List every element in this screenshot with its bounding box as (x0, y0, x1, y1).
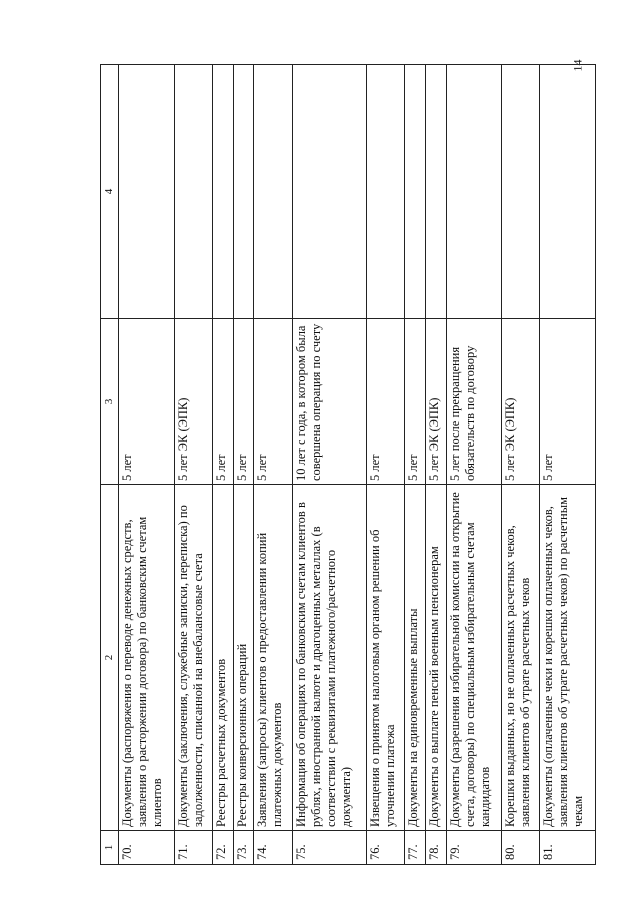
row-number: 71. (174, 831, 212, 865)
note-cell (540, 65, 596, 319)
document-description: Документы (оплаченные чеки и корешки оплаченных чеков, заявления клиентов об утрате расчетных чеков) по расчетным чекам (540, 485, 596, 831)
row-number: 75. (292, 831, 366, 865)
page-number: 14 (570, 59, 585, 72)
row-number: 81. (540, 831, 596, 865)
retention-term: 5 лет (119, 319, 175, 485)
document-description: Документы (распоряжения о переводе денежных средств, заявления о расторжении договора) по банковским счетам клиентов (119, 485, 175, 831)
document-description: Информация об операциях по банковским счетам клиентов в рублях, иностранной валюте и драгоценных металлах (в соответствии с реквизитами платежного/расчетного документа) (292, 485, 366, 831)
document-description: Документы (заключения, служебные записки, переписка) по задолженности, списанной на внебалансовые счета (174, 485, 212, 831)
table-row (366, 65, 404, 865)
document-description: Документы на единовременные выплаты (404, 485, 425, 831)
table-row (425, 65, 446, 865)
table-row (540, 65, 596, 865)
table-row (174, 65, 212, 865)
row-number: 79. (446, 831, 502, 865)
table-row (233, 65, 254, 865)
row-number: 77. (404, 831, 425, 865)
retention-term: 10 лет с года, в котором была совершена операция по счету (292, 319, 366, 485)
document-description: Извещения о принятом налоговым органом решении об уточнении платежа (366, 485, 404, 831)
retention-term: 5 лет после прекращения обязательств по договору (446, 319, 502, 485)
note-cell (502, 65, 540, 319)
retention-term: 5 лет ЭК (ЭПК) (174, 319, 212, 485)
row-number: 73. (233, 831, 254, 865)
header-row (101, 65, 119, 865)
row-number: 76. (366, 831, 404, 865)
retention-term: 5 лет (233, 319, 254, 485)
row-number: 72. (212, 831, 233, 865)
header-col-2: 2 (101, 485, 119, 831)
retention-term: 5 лет (254, 319, 292, 485)
table-row (292, 65, 366, 865)
note-cell (404, 65, 425, 319)
note-cell (425, 65, 446, 319)
header-col-4: 4 (101, 65, 119, 319)
table-row (212, 65, 233, 865)
table-row (404, 65, 425, 865)
retention-term: 5 лет (540, 319, 596, 485)
retention-term: 5 лет ЭК (ЭПК) (425, 319, 446, 485)
note-cell (446, 65, 502, 319)
retention-term: 5 лет (366, 319, 404, 485)
row-number: 74. (254, 831, 292, 865)
document-description: Документы о выплате пенсий военным пенсионерам (425, 485, 446, 831)
table-row (254, 65, 292, 865)
retention-term: 5 лет ЭК (ЭПК) (502, 319, 540, 485)
row-number: 70. (119, 831, 175, 865)
note-cell (233, 65, 254, 319)
document-description: Заявления (запросы) клиентов о предоставлении копий платежных документов (254, 485, 292, 831)
table-row (119, 65, 175, 865)
note-cell (174, 65, 212, 319)
document-description: Корешки выданных, но не оплаченных расчетных чеков, заявления клиентов об утрате расчетных чеков (502, 485, 540, 831)
note-cell (366, 65, 404, 319)
header-col-1: 1 (101, 831, 119, 865)
header-col-3: 3 (101, 319, 119, 485)
note-cell (212, 65, 233, 319)
document-description: Документы (разрешения избирательной комиссии на открытие счета, договоры) по специальным избирательным счетам кандидатов (446, 485, 502, 831)
retention-term: 5 лет (404, 319, 425, 485)
table-row (502, 65, 540, 865)
table-row (446, 65, 502, 865)
rotated-table-block (100, 65, 596, 865)
document-description: Реестры расчетных документов (212, 485, 233, 831)
records-retention-table (100, 64, 596, 865)
document-description: Реестры конверсионных операций (233, 485, 254, 831)
row-number: 80. (502, 831, 540, 865)
note-cell (292, 65, 366, 319)
row-number: 78. (425, 831, 446, 865)
note-cell (119, 65, 175, 319)
retention-term: 5 лет (212, 319, 233, 485)
note-cell (254, 65, 292, 319)
